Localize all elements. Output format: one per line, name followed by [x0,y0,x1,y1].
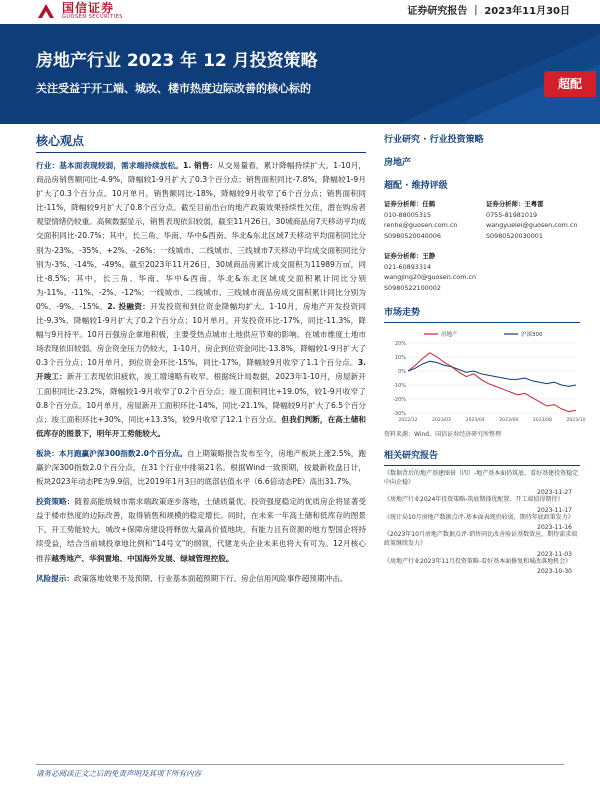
related-report-title[interactable]: 《房地产行业2023年11月投资策略-看好基本面修复和城改落地机会》 [384,557,572,565]
footer-divider [36,764,564,765]
sector-paragraph [36,447,366,489]
report-subtitle: 关注受益于开工端、城改、楼市热度边际改善的核心标的 [36,82,311,95]
sector-lead: 板块：本月跑赢沪深300指数2.0个百分点。 [36,448,187,458]
related-report-item[interactable] [384,470,580,496]
related-report-title[interactable]: 《统计局10月房地产数据点评-基本面表现仍较弱，期待年底政策发力》 [384,513,574,521]
related-reports-list [384,470,580,575]
core-views-heading: 核心观点 [36,134,85,148]
strategy-lead: 投资策略： [36,497,75,507]
analyst-name: 证券分析师：王静 [384,252,436,260]
related-report-date: 2023-11-27 [537,489,572,497]
related-report-item[interactable] [384,558,580,576]
analyst-name: 证券分析师：王粤雷 [486,200,544,208]
analyst-name: 证券分析师：任鹤 [384,200,436,208]
report-type-date: 证券研究报告 ｜ 2023年11月30日 [407,6,570,17]
top-bar [0,0,600,24]
related-reports-heading: 相关研究报告 [384,451,439,461]
related-report-date: 2023-10-30 [537,568,572,576]
logo-en-text: GUOSEN SECURITIES [62,14,123,20]
analyst-cert: S0980520040006 [384,231,441,240]
rating-badge: 超配 [544,71,596,97]
related-report-title[interactable]: 《房地产行业2024年投资策略-筑底期择优配置，开工端值得期待》 [384,496,564,504]
x-tick-label: 2022/12 [398,418,418,423]
analyst-phone: 021-60893314 [384,262,432,271]
trend-chart-svg [384,327,586,427]
risk-text: 政策落地效果不及预期、行业基本面超预期下行、房企信用风险事件超预期冲击。 [73,573,348,583]
market-trend-chart [384,327,586,427]
analyst-cert: S0980520030001 [486,231,543,240]
risk-lead: 风险提示： [36,573,74,583]
strategy-paragraph [36,495,366,565]
core-views-column [36,132,366,592]
related-report-title[interactable]: 《2023年10月房地产数据点评-销售同比改善验证基数效应，期待需求端政策继续发力》 [384,531,578,547]
logo-cn-text: 国信证券 [62,1,115,15]
analyst-phone: 0755-81981019 [486,210,538,219]
related-divider [384,465,580,466]
related-report-title[interactable]: 《数据背后的地产基建图景（四）-地产基本面仍筑底，看好基建投资稳定中向企稳》 [384,470,579,486]
sales-label: 1. 销售： [183,161,218,170]
industry-lead: 行业：基本面表现较弱，需求端持续放松。 [36,161,184,170]
analyst-list [384,199,580,293]
series-line-csi300 [408,361,576,386]
legend-label: 房地产 [441,332,458,338]
investment-text: 开发投资和到位资金降幅均扩大。1-10月，房地产开发投资同比-9.3%，降幅较1-9月扩大了0.2个百分点；10月单月，开发投资环比-17%，同比-11.3%，降幅与9月持平。10月百强房企拿地积极，主要受热点城市土地供应节奏的影响。在城市维度土地市场表现依旧较弱。房企资金压力仍较大，1-10月，房企到位资金同比-13.8%，降幅较1-9月扩大了0.3个百分点；10月单月，到位资金环比-15%，同比-17%，降幅较9月收窄了1.1个百分点。 [36,301,367,368]
strategy-text: 随着高能级城市需求端政策逐步落地，土储质量优、投资强度稳定的优质房企将显著受益于楼市热度的边际改善，取得销售和规模的稳定增长。同时，在未来一年高土储和低库存的图景下，开工势能较大，城改+保障房建设将释放大量高价值地块，有能力且有资源的地方型国企将持续受益，结合当前城投拿地比例和“14号文”的纲领，代建龙头企业未来也将大有可为。12月核心推荐 [36,497,367,563]
construction-label: 3. 开竣工： [36,358,366,382]
sector-text: 自上期策略报告发布至今，房地产板块上涨2.5%，跑赢沪深300指数2.0个百分点，在31个行业中排第21名。根据Wind一致预期，按最新收盘日计，板块2023年动态PE为9.9倍，比2019年1月3日的底部估值水平（6.6倍动态PE）高出31.7%。 [36,448,366,487]
y-tick-label: -20% [393,397,406,403]
report-title: 房地产行业 2023 年 12 月投资策略 [36,51,318,71]
risk-paragraph [36,572,366,586]
x-tick-label: 2023/02 [432,418,452,423]
judgement-text: 但我们判断，在高土储和低库存的图景下，明年开工势能较大。 [36,414,366,438]
title-banner [0,24,600,124]
x-tick-label: 2023/04 [465,418,485,423]
analyst-email[interactable]: wangyuelei@guosen.com.cn [486,221,578,229]
sales-text: 从交易量看，累计降幅持续扩大。1-10月，商品房销售额同比-4.9%，降幅较1-9月扩大了0.3个百分点；销售面积同比-7.8%，降幅较1-9月扩大了0.3个百分点。10月单月，销售额同比-18%，降幅较9月收窄了6个百分点；销售面积同比-11%，降幅较9月扩大了0.8个百分点。截至目前出台的地产政策效果持续性欠佳，潜在购房者观望情绪仍较重。高频数据显示，销售表现依旧较弱，截至11月26日，30城商品房7天移动平均成交面积同比-20.7%；其中，长三角、华南、华中&西南、华北&东北区域7天移动平均面积同比分别为-23%、-35%、+2%、-26%；一线城市、二线城市、三线城市7天移动平均成交面积同比分别为-3%、-14%、-49%。截至2023年11月26日，30城商品房累计成交面积为11989万㎡，同比-8.5%；其中，长三角、华南、华中&西南、华北&东北区域成交面积累计同比分别为-11%、-11%、-2%、-12%；一线城市、二线城市、三线城市商品房成交面积累计同比分别为0%、-9%、-15%。 [36,161,367,311]
investment-label: 2. 投融资： [107,301,151,311]
chart-source: 资料来源：Wind、国信证券经济研究所整理 [384,431,502,438]
sidebar-column [384,132,586,576]
y-tick-label: -10% [393,383,406,389]
report-category: 行业研究 · 行业投资策略 [384,135,484,145]
industry-name: 房地产 [384,158,412,168]
rating-line: 超配 · 维持评级 [384,181,448,191]
analyst-phone: 010-88005315 [384,210,432,219]
x-tick-label: 2023/08 [532,418,552,423]
chart-divider [384,322,580,323]
section-divider [36,152,366,153]
related-report-date: 2023-11-03 [537,550,572,558]
analyst-email[interactable]: renhe@guosen.com.cn [384,221,458,229]
construction-text: 新开工表现依旧疲软，竣工增速略有收窄。根据统计局数据，2023年1-10月，房屋新开工面积同比-23.2%，降幅较1-9月收窄了0.2个百分点；竣工面积同比+19.0%，较1-9月收窄了0.8个百分点。10月单月，房屋新开工面积环比-14%，同比-21.1%，降幅较9月扩大了6.5个百分点；竣工面积环比+30%，同比+13.3%，较9月收窄了12.1个百分点。 [36,372,366,424]
guosen-logo-icon [36,2,56,20]
related-report-date: 2023-11-17 [537,506,572,514]
industry-paragraph [36,159,366,441]
x-tick-label: 2023/06 [499,418,519,423]
guosen-logo [36,0,123,22]
y-tick-label: 20% [394,341,406,347]
analyst-card [486,199,580,241]
related-report-item[interactable] [384,531,580,557]
analyst-email[interactable]: wangjing20@guosen.com.cn [384,273,477,281]
analyst-card [384,251,478,293]
y-tick-label: -30% [393,411,406,417]
related-report-date: 2023-11-16 [537,524,572,532]
legend-label: 沪深300 [521,332,543,338]
related-report-item[interactable] [384,514,580,532]
analyst-card [384,199,478,241]
related-report-item[interactable] [384,496,580,514]
x-tick-label: 2023/10 [566,418,586,423]
analyst-cert: S0980522100002 [384,283,441,292]
y-tick-label: 0% [398,369,406,375]
disclaimer-footer: 请务必阅读正文之后的免责声明及其项下所有内容 [36,769,201,778]
y-tick-label: 10% [394,355,406,361]
recommendation-text: 越秀地产、华润置地、中国海外发展、绿城管理控股。 [51,553,234,563]
chart-title: 市场走势 [384,308,421,318]
